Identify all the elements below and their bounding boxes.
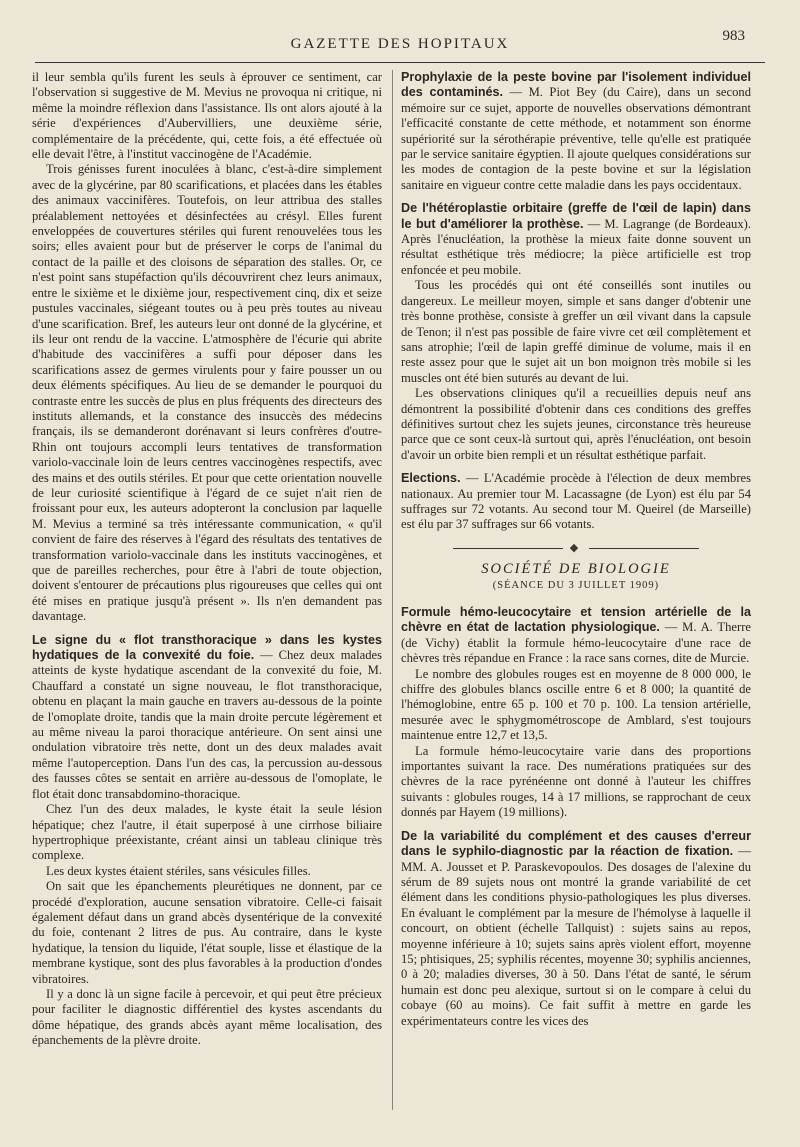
article-body: — M. A. Therre (de Vichy) établit la formule hémo-leucocytaire d'une race de chèvres très répandue en France : la race sans cornes, dite de Murcie. bbox=[401, 620, 751, 666]
article-variabilite bbox=[401, 829, 751, 1029]
ornament-divider: ◆ bbox=[401, 541, 751, 556]
right-column bbox=[401, 70, 751, 1029]
column-divider bbox=[392, 70, 393, 1110]
paragraph: Les observations cliniques qu'il a recueillies depuis neuf ans démontrent la possibilité d'obtenir dans ces conditions des greffes définitives surtout chez les sujets jeunes, circonstance très heureuse parce que ce sont ceux-là surtout qui, après l'énucléation, ont besoin d'avoir un orbite bien rempli et un résultat esthétique parfait. bbox=[401, 386, 751, 462]
article-heading: De la variabilité du complément et des causes d'erreur dans le syphilo-diagnostic par la réaction de fixation. bbox=[401, 828, 751, 859]
paragraph: il leur sembla qu'ils furent les seuls à éprouver ce sentiment, car l'observation si suggestive de M. Mevius ne provoqua ni critique, ni même la moindre réflexion dans l'assistance. Ils ont alors ajouté à la série d'expériences d'Aubervilliers, une deuxième série, complémentaire de la précédente, qui, cette fois, a été effectuée où elle devait l'être, à l'institut vaccinogène de l'Académie. bbox=[32, 70, 382, 162]
article-heading: Prophylaxie de la peste bovine par l'isolement individuel des contaminés. bbox=[401, 70, 751, 100]
article-body: — M. Lagrange (de Bordeaux). Après l'énucléation, la prothèse la mieux faite donne souvent un résultat esthétique très médiocre; la pièce artificielle est trop enfoncée et peu mobile. bbox=[401, 216, 751, 277]
header-rule bbox=[35, 62, 765, 63]
paragraph: Chez l'un des deux malades, le kyste était la seule lésion hépatique; chez l'autre, il était superposé à une cirrhose biliaire hypertrophique préexistante, créant ainsi un tableau clinique très complexe. bbox=[32, 802, 382, 863]
article-heading: Formule hémo-leucocytaire et tension artérielle de la chèvre en état de lactation physiologique. bbox=[401, 605, 751, 635]
paragraph: La formule hémo-leucocytaire varie dans des proportions importantes suivant la race. Des numérations pratiquées sur des chèvres de la race pyrénéenne ont donné à l'auteur les chiffres suivants : globules rouges, 14 à 17 millions, se rapprochant de ceux donnés par Hayem (19 millions). bbox=[401, 743, 751, 820]
article-body: — L'Académie procède à l'élection de deux membres nationaux. Au premier tour M. Lacassagne (de Lyon) est élu par 54 suffrages sur 72 votants. Au second tour M. Queirel (de Marseille) est élu par 37 suffrages sur 66 votants. bbox=[401, 471, 751, 532]
article-heteroplastie bbox=[401, 201, 751, 278]
section-title: SOCIÉTÉ DE BIOLOGIE bbox=[481, 561, 671, 578]
paragraph: Trois génisses furent inoculées à blanc, c'est-à-dire simplement avec de la glycérine, par 80 scarifications, et placées dans les étables des animaux vaccinifères. Toutefois, on leur attribua des stalles préalablement nettoyées et désinfectées au crésyl. Elles furent enveloppées de couvertures stériles qui furent renouvelées tous les soirs; elles avaient pour but de préserver le corps de l'animal du contact de la paille et des cloisons de séparation des stalles. Or, ce n'est point sans stupéfaction qu'ils découvrirent chez leurs animaux, entre le sixième et le dixième jour, respectivement cinq, dix et seize pustules vaccinales, siégeant toutes ou à peu près toutes au niveau d'une scarification. Bref, les auteurs leur ont donné de la glycérine, et ils leur ont rendu de la vaccine. L'atmosphère de l'écurie qui abrite d'habitude des vaccinifères a suffi pour déposer dans les scarifications assez de germes virulents pour y faire pousser un ou deux éléments spécifiques. Au lieu de se demander le pourquoi du contraste entre les succès de plus en plus fréquents des directeurs des instituts allemands, et la constance des insuccès des médecins français, ils se demanderont dorénavant si leurs confrères d'outre-Rhin ont toujours accompli leurs tentatives de transformation variolo-vaccinale loin de leurs centres vaccinogènes respectifs, avec des mains et des outils stériles. Et pour que cette orientation nouvelle de leur curiosité scientifique à l'égard de ce sujet n'ait rien de froissant pour eux, les auteurs adopteront la conclusion par laquelle M. Mevius a terminé sa très intéressante communication, « qu'il convient de faire des réserves à l'égard des résultats des tentatives de transformation variolo-vaccinale dans les instituts vaccinogènes, et que de pareilles recherches, pour être à l'abri de toute objection, doivent s'entourer de précautions plus rigoureuses que celles qui ont été mises en pratique jusqu'à présent ». Ils n'en demandent pas davantage. bbox=[32, 162, 382, 624]
section-subtitle: (SÉANCE DU 3 JUILLET 1909) bbox=[492, 579, 660, 591]
left-column bbox=[32, 70, 382, 1049]
paragraph: On sait que les épanchements pleurétiques ne donnent, par ce procédé d'exploration, aucune sensation vibratoire. Celle-ci faisait également défaut dans un grand abcès dysentérique de la convexité du foie, contenant 2 litres de pus. Au contraire, dans le kyste hydatique, la tension du liquide, l'état souple, lisse et élastique de la membrane kystique, sont des plus favorables à la production d'ondes vibratoires. bbox=[32, 879, 382, 986]
running-head: GAZETTE DES HOPITAUX bbox=[290, 36, 510, 52]
article-heading: De l'hétéroplastie orbitaire (greffe de l'œil de lapin) dans le but d'améliorer la prothèse. bbox=[401, 201, 751, 231]
article-body: — M. Piot Bey (du Caire), dans un second mémoire sur ce sujet, apporte de nouvelles observations démontrant l'efficacité constante de cette méthode, et notamment son énorme supériorité sur la sérothérapie préventive, telle qu'elle est pratiquée par le service sanitaire égyptien. Il ajoute quelques considérations sur les modes de contagion de la peste bovine et sur la législation sanitaire en vigueur contre cette maladie dans les pays occidentaux. bbox=[401, 85, 751, 192]
paragraph: Il y a donc là un signe facile à percevoir, et qui peut être précieux pour faciliter le diagnostic différentiel des kystes ascendants du dôme hépatique, des grands abcès ayant même localisation, des épanchements de la plèvre droite. bbox=[32, 986, 382, 1048]
article-body: — MM. A. Jousset et P. Paraskevopoulos. Des dosages de l'alexine du sérum de 89 sujets nous ont montré la grande variabilité de cet élément dans les conditions physio-pathologiques les plus diverses. En évaluant le complément par la mesure de l'hémolyse à laquelle il concourt, on obtient (échelle Tallquist) : sujets sains au repos, moyenne inférieure à 10; sujets sains après violent effort, moyenne 15; phtisiques, 25; syphilis récentes, moyenne 30; syphilis anciennes, 0 à 20; maladies diverses, 30 à 50. Dans l'état de santé, le sérum humain est donc peu alexique, surtout si on le compare à celui du cobaye (60 au moins). Ce fait suffit à mettre en garde les expérimentateurs contre les vices des bbox=[401, 844, 751, 1028]
paragraph: Le nombre des globules rouges est en moyenne de 8 000 000, le chiffre des globules blancs oscille entre 6 et 8 000; la quantité de l'hémoglobine, entre 65 p. 100 et 70 p. 100. La tension artérielle, mesurée avec le sphygmométroscope de Amblard, s'est toujours maintenue entre 12,7 et 13,5. bbox=[401, 666, 751, 743]
paragraph: Tous les procédés qui ont été conseillés sont inutiles ou dangereux. Le meilleur moyen, simple et sans danger d'obtenir une très bonne prothèse, consiste à greffer un œil vivant dans la capsule de Tenon; il n'est pas possible de faire vivre cet œil complètement et sans atrophie; l'œil de lapin greffé diminue de volume, mais il en reste assez pour que le sujet ait un bon moignon très mobile si les muscles ont été bien suturés au devant de lui. bbox=[401, 278, 751, 385]
article-heading: Elections. bbox=[401, 471, 461, 486]
article-heading: Le signe du « flot transthoracique » dans les kystes hydatiques de la convexité du foie. bbox=[32, 632, 382, 663]
article-peste-bovine bbox=[401, 70, 751, 193]
page-number: 983 bbox=[722, 28, 745, 44]
article-body: — Chez deux malades atteints de kyste hydatique ascendant de la convexité du foie, M. Chauffard a constaté un signe nouveau, le flot transthoracique, obtenu en plaçant la main gauche en travers au-dessous de la pointe de l'omoplate droite, tandis que la main droite percute légèrement et au même niveau la paroi thoracique antérieure. On sent ainsi une ondulation vibratoire très nette, dont un des deux malades avait même l'autoperception. Dans l'un des cas, la percussion au-dessous des fausses côtes se sentait en arrière au-dessous de l'omoplate, le flot était donc transabdomino-thoracique. bbox=[32, 648, 382, 801]
paragraph: Les deux kystes étaient stériles, sans vésicules filles. bbox=[46, 863, 311, 878]
article-elections bbox=[401, 471, 751, 533]
article-formule-hemo bbox=[401, 605, 751, 667]
article-signe-transthoracique bbox=[32, 633, 382, 802]
